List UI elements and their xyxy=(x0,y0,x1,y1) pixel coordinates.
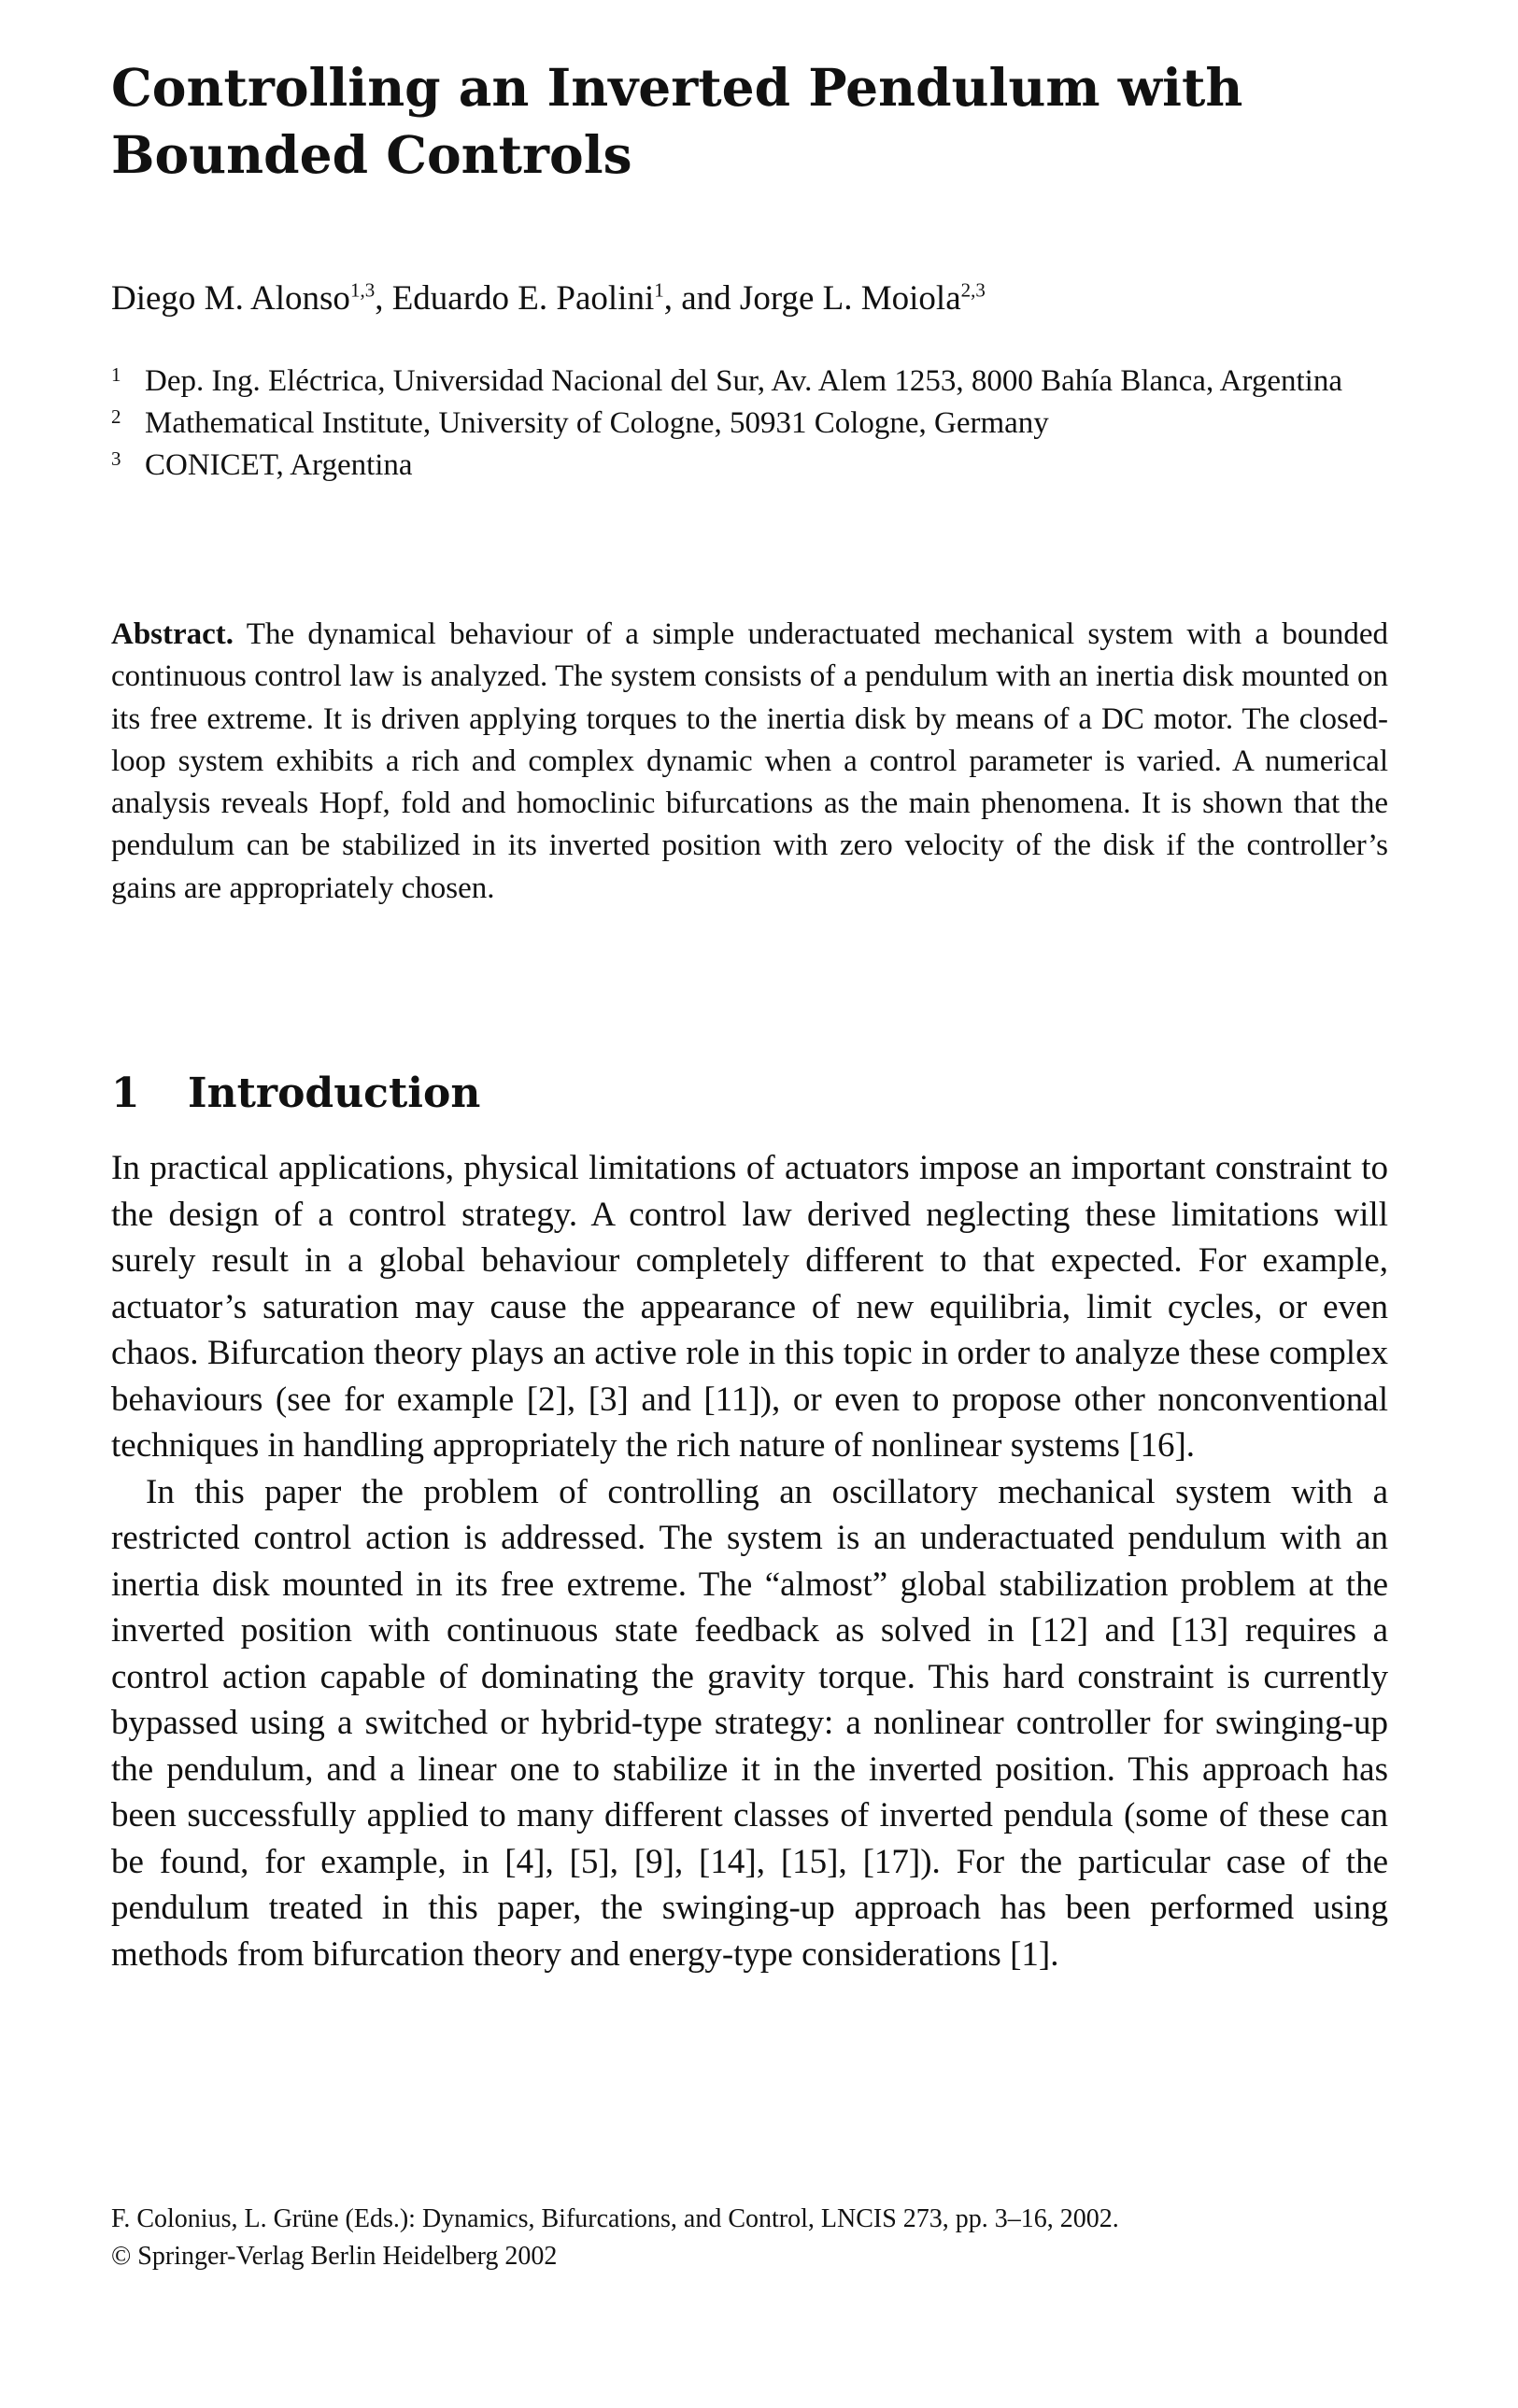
abstract xyxy=(111,614,1388,910)
affiliation-item xyxy=(111,361,1388,403)
author-name: Eduardo E. Paolini xyxy=(391,279,655,318)
copyright-line: © Springer-Verlag Berlin Heidelberg 2002 xyxy=(111,2242,558,2271)
author-list xyxy=(111,276,1388,321)
body-paragraph: In practical applications, physical limitations of actuators impose an important constraint to the design of a control strategy. A control law derived neglecting these limitations will surely result in a global behaviour completely different to that expected. For example, actuator’s saturation may cause the appearance of new equilibria, limit cycles, or even chaos. Bifurcation theory plays an active role in this topic in order to analyze these complex behaviours (see for example [2], [3] and [11]), or even to propose other nonconventional techniques in handling appropriately the rich nature of nonlinear systems [16]. xyxy=(111,1149,1388,1465)
section-title: Introduction xyxy=(188,1069,481,1117)
author-separator: , xyxy=(375,279,392,318)
abstract-text: The dynamical behaviour of a simple underactuated mechanical system with a bounded continuous control law is analyzed. The system consists of a pendulum with an inertia disk mounted on its free extreme. It is driven applying torques to the inertia disk by means of a DC motor. The closed-loop system exhibits a rich and complex dynamic when a control parameter is varied. A numerical analysis reveals Hopf, fold and homoclinic bifurcations as the main phenomena. It is shown that the pendulum can be stabilized in its inverted position with zero velocity of the disk if the controller’s gains are appropriately chosen. xyxy=(111,617,1388,905)
affiliation-mark: 1 xyxy=(111,363,121,386)
paper-title xyxy=(111,54,1388,189)
affiliation-item xyxy=(111,403,1388,445)
affiliation-item xyxy=(111,445,1388,487)
body-paragraph: In this paper the problem of controlling an oscillatory mechanical system with a restricted control action is addressed. The system is an underactuated pendulum with an inertia disk mounted in its free extreme. The “almost” global stabilization problem at the inverted position with continuous state feedback as solved in [12] and [13] requires a control action capable of dominating the gravity torque. This hard constraint is currently bypassed using a switched or hybrid-type strategy: a nonlinear controller for swinging-up the pendulum, and a linear one to stabilize it in the inverted position. This approach has been successfully applied to many different classes of inverted pendula (some of these can be found, for example, in [4], [5], [9], [14], [15], [17]). For the particular case of the pendulum treated in this paper, the swinging-up approach has been performed using methods from bifurcation theory and energy-type considerations [1]. xyxy=(111,1472,1388,1974)
author-affiliation-mark: 2,3 xyxy=(960,278,986,302)
title-line-2: Bounded Controls xyxy=(111,124,632,185)
affiliation-text: CONICET, Argentina xyxy=(145,448,413,482)
author-affiliation-mark: 1,3 xyxy=(349,278,376,302)
author-affiliation-mark: 1 xyxy=(654,278,664,302)
abstract-label: Abstract. xyxy=(111,617,234,651)
affiliation-mark: 2 xyxy=(111,405,121,428)
introduction-body xyxy=(111,1145,1388,1977)
affiliation-text: Dep. Ing. Eléctrica, Universidad Nacional del Sur, Av. Alem 1253, 8000 Bahía Blanca, Argentina xyxy=(145,364,1342,398)
section-number: 1 xyxy=(111,1069,140,1117)
publication-footer xyxy=(111,2201,1388,2275)
title-line-1: Controlling an Inverted Pendulum with xyxy=(111,57,1243,118)
section-heading xyxy=(111,1066,480,1122)
affiliation-list xyxy=(111,361,1388,487)
author-name: Jorge L. Moiola xyxy=(739,279,961,318)
affiliation-mark: 3 xyxy=(111,447,121,470)
author-separator: , and xyxy=(663,279,740,318)
citation-line: F. Colonius, L. Grüne (Eds.): Dynamics, Bifurcations, and Control, LNCIS 273, pp. 3–16, 2002. xyxy=(111,2204,1119,2233)
affiliation-text: Mathematical Institute, University of Cologne, 50931 Cologne, Germany xyxy=(145,406,1049,440)
author-name: Diego M. Alonso xyxy=(111,279,350,318)
